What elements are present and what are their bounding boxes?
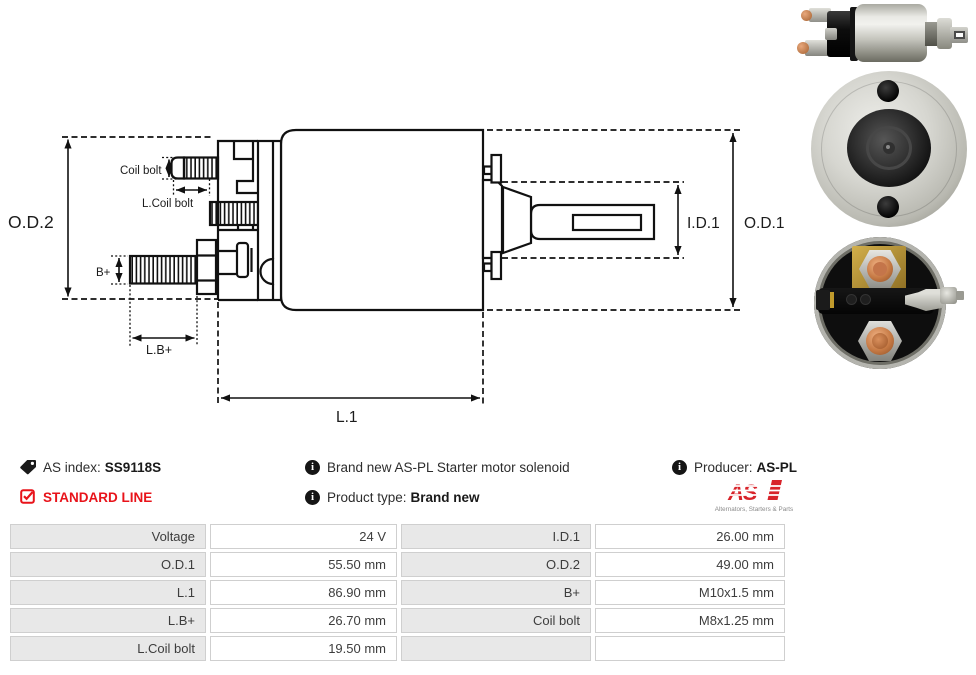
photo-detail: [830, 292, 834, 308]
as-index-label: AS index:: [43, 460, 101, 475]
dim-label-l1: L.1: [336, 409, 358, 426]
description-row: [327, 460, 570, 476]
info-glyph: i: [310, 491, 315, 503]
standard-line-badge: [43, 490, 152, 506]
info-icon: [305, 490, 320, 505]
producer-row: [694, 460, 797, 476]
solenoid-body-outline: [281, 130, 654, 310]
as-index-value: SS9118S: [104, 460, 162, 475]
dim-label-l-coil-bolt: L.Coil bolt: [142, 198, 194, 210]
aspl-logo-text: AS: [728, 480, 757, 505]
spec-value: 24 V: [210, 524, 397, 549]
dim-label-bplus: B+: [96, 267, 111, 279]
dim-label-lbplus: L.B+: [146, 343, 173, 357]
photo-detail: [873, 262, 887, 276]
photo-detail: [846, 294, 857, 305]
product-photo-side-view: [795, 2, 975, 66]
aspl-logo-caption: Alternators, Starters & Parts: [714, 506, 794, 513]
dim-label-od2: O.D.2: [8, 212, 54, 232]
dim-label-id1: I.D.1: [687, 215, 720, 232]
product-type-row: [327, 490, 480, 506]
info-icon: [672, 460, 687, 475]
rear-terminal-bolt-tip: [956, 291, 964, 300]
spec-label: L.Coil bolt: [10, 636, 206, 661]
dim-label-od1: O.D.1: [744, 215, 785, 232]
spec-label: Coil bolt: [401, 608, 591, 633]
spec-value: [595, 636, 785, 661]
product-photo-front-view: [811, 71, 967, 227]
photo-detail: [825, 28, 837, 40]
as-index-row: [43, 460, 161, 476]
rear-terminal-bolt: [940, 287, 957, 304]
standard-line-checkbox-icon: [20, 489, 35, 504]
photo-detail: [860, 294, 871, 305]
info-glyph: i: [310, 461, 315, 473]
info-glyph: i: [677, 461, 682, 473]
spec-value: M10x1.5 mm: [595, 580, 785, 605]
spec-value: M8x1.25 mm: [595, 608, 785, 633]
photo-detail: [872, 333, 888, 349]
spec-label: B+: [401, 580, 591, 605]
producer-label: Producer:: [694, 460, 753, 475]
spec-label: L.B+: [10, 608, 206, 633]
technical-diagram: [0, 100, 790, 445]
product-type-label: Product type:: [327, 490, 407, 505]
spec-label: L.1: [10, 580, 206, 605]
photo-detail: [801, 10, 812, 21]
photo-detail: [886, 145, 890, 149]
photo-detail: [797, 42, 809, 54]
photo-detail: [855, 4, 927, 62]
spec-label: Voltage: [10, 524, 206, 549]
spec-value: 49.00 mm: [595, 552, 785, 577]
tag-icon: [19, 459, 37, 475]
description-text: Brand new AS-PL Starter motor solenoid: [327, 460, 570, 475]
spec-label: O.D.1: [10, 552, 206, 577]
photo-detail: [877, 80, 899, 102]
spec-value: 86.90 mm: [210, 580, 397, 605]
standard-line-label: STANDARD LINE: [43, 490, 153, 505]
info-icon: [305, 460, 320, 475]
photo-detail: [954, 31, 965, 39]
product-type-value: Brand new: [410, 490, 480, 505]
spec-value: 26.70 mm: [210, 608, 397, 633]
spec-table: [10, 524, 785, 661]
spec-label: I.D.1: [401, 524, 591, 549]
photo-detail: [877, 196, 899, 218]
dim-label-coil-bolt: Coil bolt: [120, 165, 162, 177]
photo-detail: [816, 290, 830, 310]
producer-value: AS-PL: [756, 460, 798, 475]
photo-detail: [847, 109, 931, 187]
spec-label: O.D.2: [401, 552, 591, 577]
spec-label: [401, 636, 591, 661]
spec-value: 55.50 mm: [210, 552, 397, 577]
spec-value: 26.00 mm: [595, 524, 785, 549]
aspl-logo: [712, 480, 797, 514]
spec-value: 19.50 mm: [210, 636, 397, 661]
